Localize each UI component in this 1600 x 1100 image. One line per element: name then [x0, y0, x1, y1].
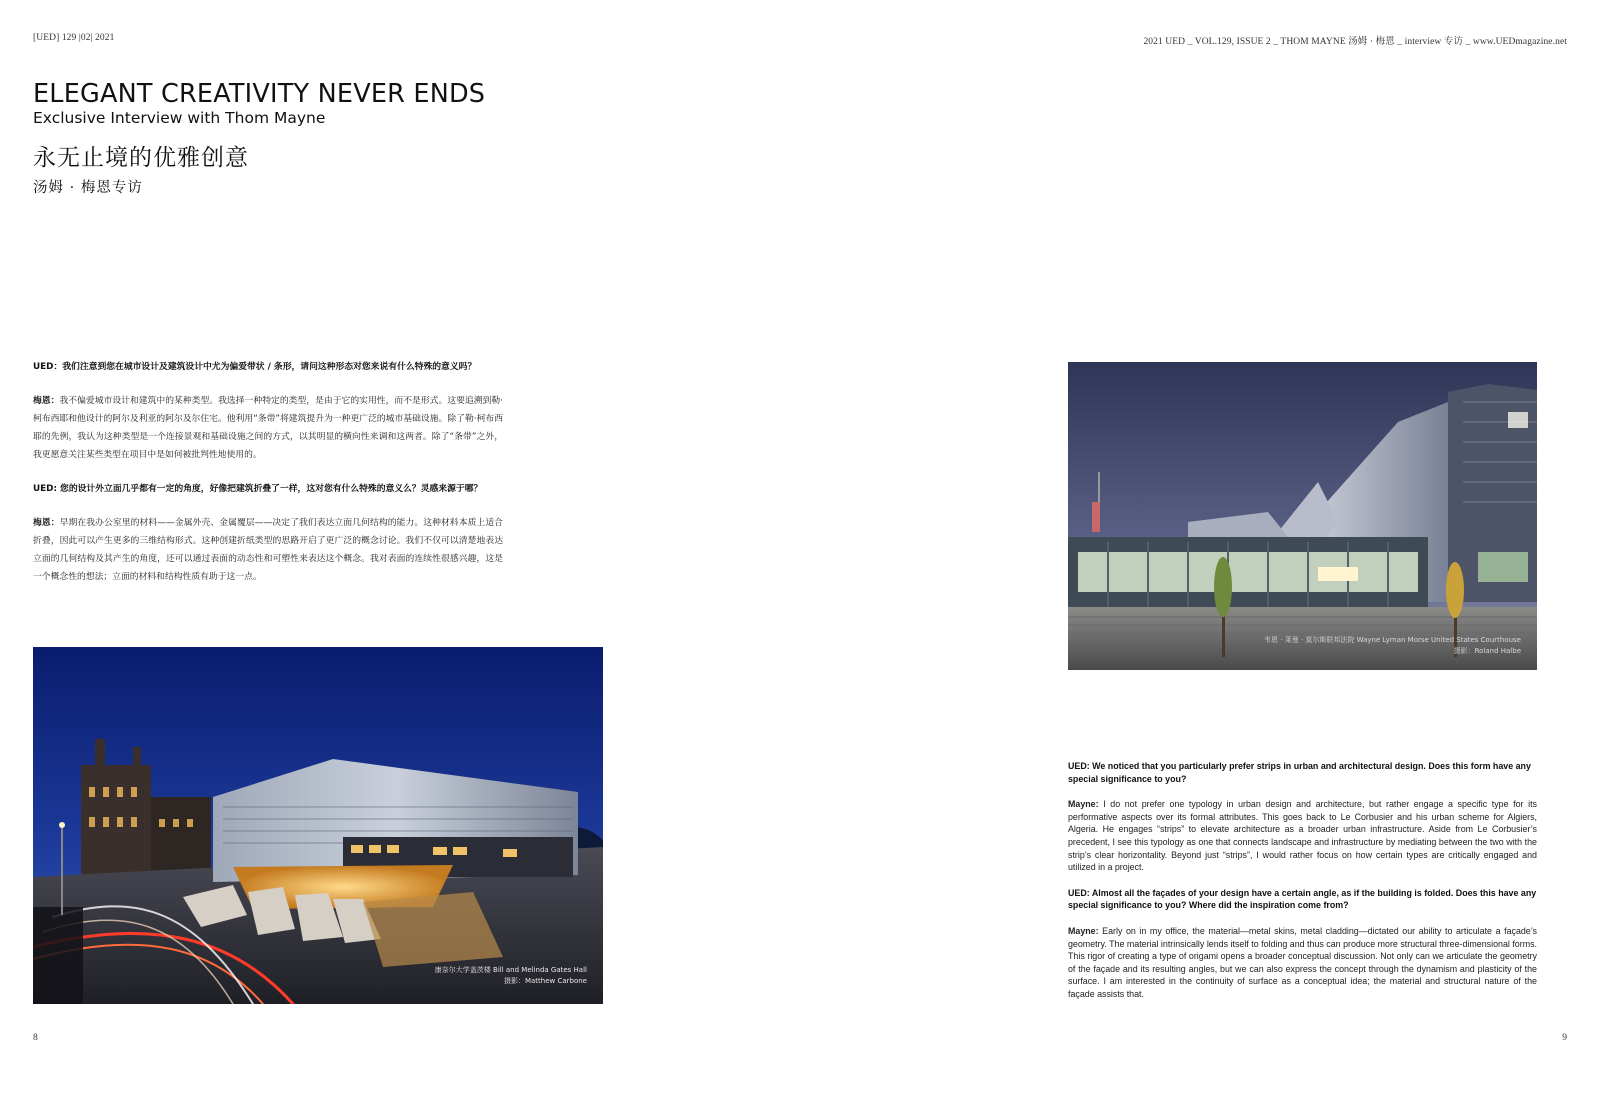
page-number-left: 8: [33, 1033, 38, 1043]
courthouse-caption: [1264, 635, 1521, 657]
running-header-left: [UED] 129 |02| 2021: [33, 33, 115, 43]
en-speaker-1: Mayne:: [1068, 799, 1099, 810]
zh-answer-1: [33, 392, 503, 464]
zh-speaker-1: 梅恩：: [33, 396, 60, 406]
gates-hall-illustration: [33, 647, 603, 1004]
en-question-2: UED: Almost all the façades of your design have a certain angle, as if the building is folded. Does this have any special significance to you? Where did the inspiration come from?: [1068, 887, 1537, 911]
courthouse-photo: [1068, 362, 1537, 670]
en-speaker-2: Mayne:: [1068, 925, 1099, 936]
courthouse-caption-title: 韦恩 · 莱曼 · 莫尔斯联邦法院 Wayne Lyman Morse United States Courthouse: [1264, 636, 1521, 644]
courthouse-caption-credit: 摄影：Roland Halbe: [1453, 647, 1521, 655]
page-number-right: 9: [1562, 1033, 1567, 1043]
title-block: [33, 80, 553, 197]
zh-answer-2: [33, 514, 503, 586]
en-answer-1: [1068, 798, 1537, 874]
zh-question-2: UED: 您的设计外立面几乎都有一定的角度，好像把建筑折叠了一样，这对您有什么特殊的意义么？灵感来源于哪？: [33, 484, 483, 494]
en-answer-2-text: Early on in my office, the material—metal skins, metal cladding—dictated our ability to articulate a façade’s geometry. The material intrinsically lends itself to folding and thus can produce more structural three-dimensional forms. This rigor of creating a type of origami opens a broader conceptual discussion. Not only can we articulate the geometry of the façade and its resulting angles, but we can also express the concept through the dynamism and plasticity of the surface. I am interested in the continuity of surface as a conceptual idea; the material and structural nature of the façade assists that.: [1068, 925, 1537, 999]
en-question-1: UED: We noticed that you particularly prefer strips in urban and architectural design. Does this form have any special significance to you?: [1068, 761, 1531, 784]
english-interview-text: [1068, 760, 1537, 1014]
article-subtitle-en: Exclusive Interview with Thom Mayne: [33, 109, 326, 128]
en-answer-1-text: I do not prefer one typology in urban design and architecture, but rather engage a specific type for its performative aspects over its formal attributes. This goes back to Le Corbusier and his urban scheme for Algiers, Algeria. He engages “strips” to elevate architecture as a broader urban infrastructure. Aside from Le Corbusier’s precedent, I see this typology as one that connects landscape and infrastructure by mediating between the two with the strip’s clear horizontality. Beyond just “strips”, I would rather focus on how certain types are critically engaged and utilized in a project.: [1068, 799, 1537, 873]
article-title-en: ELEGANT CREATIVITY NEVER ENDS: [33, 79, 486, 109]
article-subtitle-zh: 汤姆 · 梅恩专访: [33, 180, 143, 197]
gates-hall-caption-title: 康奈尔大学盖茨楼 Bill and Melinda Gates Hall: [434, 966, 587, 974]
gates-hall-photo: [33, 647, 603, 1004]
article-title-zh: 永无止境的优雅创意: [33, 145, 249, 172]
running-header-right: 2021 UED _ VOL.129, ISSUE 2 _ THOM MAYNE 汤姆 · 梅恩 _ interview 专访 _ www.UEDmagazine.net: [1143, 37, 1567, 47]
zh-answer-1-text: 我不偏爱城市设计和建筑中的某种类型。我选择一种特定的类型，是由于它的实用性，而不是形式。这要追溯到勒·柯布西耶和他设计的阿尔及利亚的阿尔及尔住宅。他利用“条带”将建筑提升为一种更广泛的城市基础设施。除了勒·柯布西耶的先例，我认为这种类型是一个连接景观和基础设施之间的方式，以其明显的横向性来调和这两者。除了“条带”之外，我更愿意关注某些类型在项目中是如何被批判性地使用的。: [33, 396, 503, 460]
zh-question-1: UED：我们注意到您在城市设计及建筑设计中尤为偏爱带状 / 条形，请问这种形态对您来说有什么特殊的意义吗？: [33, 362, 477, 372]
chinese-interview-text: [33, 358, 503, 602]
gates-hall-caption-credit: 摄影：Matthew Carbone: [503, 977, 587, 985]
zh-speaker-2: 梅恩：: [33, 518, 60, 528]
gates-hall-caption: [435, 965, 587, 987]
courthouse-illustration: [1068, 362, 1537, 670]
en-answer-2: [1068, 925, 1537, 1001]
zh-answer-2-text: 早期在我办公室里的材料——金属外壳、金属覆层——决定了我们表达立面几何结构的能力。这种材料本质上适合折叠，因此可以产生更多的三维结构形式。这种创建折纸类型的思路开启了更广泛的概念讨论。我们不仅可以清楚地表达立面的几何结构及其产生的角度，还可以通过表面的动态性和可塑性来表达这个概念。我对表面的连续性很感兴趣，这是一个概念性的想法；立面的材料和结构性质有助于这一点。: [33, 518, 503, 582]
